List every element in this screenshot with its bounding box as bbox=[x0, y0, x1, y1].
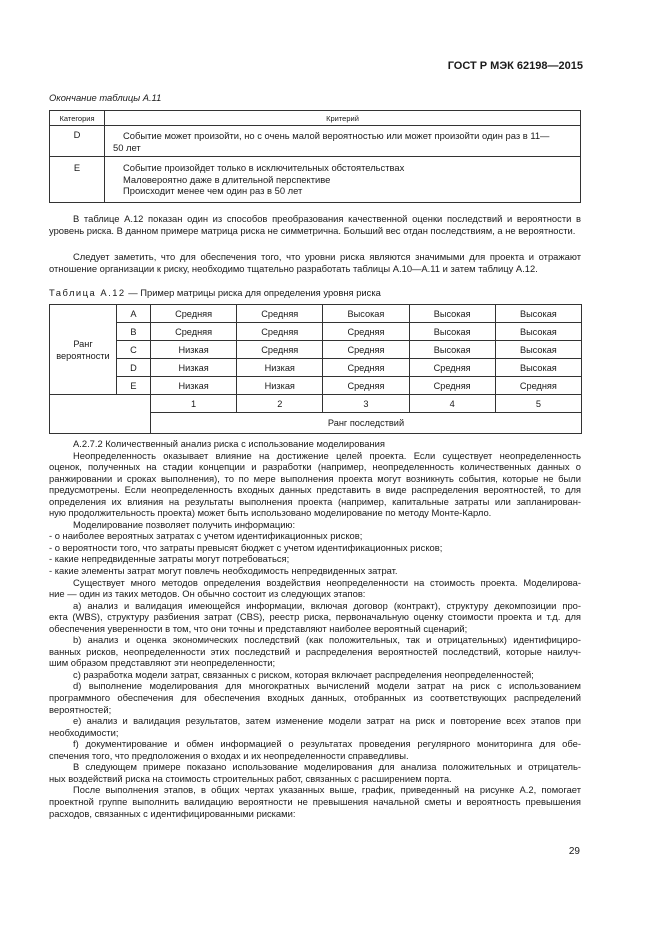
text-line: ную продолжительность проекта) может быть использовано моделирование по методу Монте-Карло. bbox=[49, 507, 492, 519]
criterion-cell bbox=[105, 157, 581, 203]
table-a12-caption-prefix: Таблица А.12 bbox=[49, 287, 126, 298]
criterion-line: Маловероятно даже в длительной перспективе bbox=[123, 173, 331, 185]
text-line: После выполнения этапов, в общих чертах указанных выше, график, приведенный на рисунке А.2, помогает bbox=[73, 784, 581, 796]
risk-cell: Средняя bbox=[151, 305, 237, 323]
table-a12-caption-title: — Пример матрицы риска для определения уровня риска bbox=[125, 287, 381, 298]
text-line: Моделирование позволяет получить информацию: bbox=[73, 518, 296, 530]
table-a12 bbox=[49, 304, 582, 434]
empty-corner-cell bbox=[50, 395, 151, 434]
text-line: обеспечения уверенности в том, что они точны и представляют наиболее вероятный сценарий; bbox=[49, 622, 468, 634]
risk-cell: Высокая bbox=[323, 305, 409, 323]
criterion-line: 50 лет bbox=[113, 141, 141, 153]
text-line: ных воздействий риска на стоимость строительных работ, связанных с расширением порта. bbox=[49, 772, 452, 784]
text-line: программного обеспечения для обеспечения входных данных, отобранных из соответствующих распределений bbox=[49, 692, 581, 704]
risk-cell: Низкая bbox=[151, 377, 237, 395]
category-cell: D bbox=[50, 126, 105, 157]
text-line: e) анализ и валидация результатов, затем изменение модели затрат на риск и повторение всех этапов при bbox=[73, 715, 581, 727]
risk-cell: Высокая bbox=[409, 305, 495, 323]
table-a11 bbox=[49, 110, 581, 203]
consequence-rank-number: 4 bbox=[409, 395, 495, 413]
table-row bbox=[50, 341, 582, 359]
consequence-rank-number: 2 bbox=[237, 395, 323, 413]
row-header-line: вероятности bbox=[56, 350, 110, 361]
table-row bbox=[50, 157, 581, 203]
text-line: ние — один из таких методов. Он обычно состоит из следующих этапов: bbox=[49, 588, 366, 600]
text-line: вероятностей; bbox=[49, 703, 112, 715]
risk-cell: Высокая bbox=[495, 341, 581, 359]
paragraph: Следует заметить, что для обеспечения того, что уровни риска являются значимыми для проекта и отражают отношение организации к риску, необходимо тщательно разработать таблицы А.10—А.11 и затем таблицу А.12. bbox=[49, 251, 581, 274]
text-line: - о наиболее вероятных затратах с учетом идентификационных рисков; bbox=[49, 530, 363, 542]
text-line: ванных рисков, неопределенности этих последствий и распределения вероятностей последствий, которые наилуч- bbox=[49, 645, 581, 657]
table-row bbox=[50, 323, 582, 341]
rank-letter: D bbox=[117, 359, 151, 377]
rank-letter: B bbox=[117, 323, 151, 341]
risk-cell: Средняя bbox=[409, 359, 495, 377]
text-line: ранжировании и сроках выполнения), то по мере выполнения проекта могут возникнуть события, которые не были bbox=[49, 472, 581, 484]
text-line: спечения того, что предположения о входах и их неопределенности справедливы. bbox=[49, 749, 409, 761]
table-row bbox=[50, 377, 582, 395]
risk-cell: Высокая bbox=[409, 323, 495, 341]
consequence-rank-number: 3 bbox=[323, 395, 409, 413]
probability-rank-header bbox=[50, 305, 117, 395]
table-row bbox=[50, 395, 582, 413]
risk-cell: Средняя bbox=[237, 341, 323, 359]
standard-code: ГОСТ Р МЭК 62198—2015 bbox=[447, 60, 583, 72]
risk-cell: Высокая bbox=[409, 341, 495, 359]
risk-cell: Низкая bbox=[151, 359, 237, 377]
risk-cell: Низкая bbox=[151, 341, 237, 359]
criterion-line: Происходит менее чем один раз в 50 лет bbox=[123, 185, 303, 196]
risk-cell: Средняя bbox=[323, 377, 409, 395]
text-line: шим образом представляют эти неопределенности; bbox=[49, 657, 276, 669]
risk-cell: Средняя bbox=[237, 323, 323, 341]
table-row bbox=[50, 359, 582, 377]
text-line: f) документирование и обмен информацией о результатах проведения регулярного мониторинга для обе- bbox=[73, 738, 581, 750]
consequence-rank-number: 5 bbox=[495, 395, 581, 413]
paragraph: В таблице А.12 показан один из способов преобразования качественной оценки последствий и вероятности в уровень риска. В данном примере матрица риска не симметрична. Больший вес отдан последствиям, а не вероятности. bbox=[49, 213, 581, 236]
text-line: А.2.7.2 Количественный анализ риска с использование моделирования bbox=[73, 438, 385, 449]
risk-cell: Средняя bbox=[323, 341, 409, 359]
risk-cell: Средняя bbox=[237, 305, 323, 323]
table-a11-caption: Окончание таблицы А.11 bbox=[49, 92, 162, 103]
criterion-cell bbox=[105, 126, 581, 157]
table-a12-caption bbox=[49, 287, 381, 298]
category-cell: E bbox=[50, 157, 105, 203]
criterion-line: Событие может произойти, но с очень малой вероятностью или может произойти один раз в 11— bbox=[123, 130, 550, 141]
text-line: Существует много методов определения воздействия неопределенности на стоимость проекта. Моделирова- bbox=[73, 576, 581, 588]
table-row bbox=[50, 126, 581, 157]
risk-cell: Высокая bbox=[495, 359, 581, 377]
text-line: c) разработка модели затрат, связанных с риском, которая включает распределения неопределенностей; bbox=[73, 668, 534, 680]
column-header: Критерий bbox=[105, 111, 581, 126]
text-line: а) анализ и валидация имеющейся информации, включая договор (контракт), структуру декомпозиции про- bbox=[73, 599, 581, 611]
rank-letter: C bbox=[117, 341, 151, 359]
criterion-line: Событие произойдет только в исключительных обстоятельствах bbox=[123, 162, 405, 173]
text-line: Неопределенность оказывает влияние на достижение целей проекта. Если существует неопределенность bbox=[73, 449, 581, 461]
risk-cell: Средняя bbox=[409, 377, 495, 395]
risk-cell: Средняя bbox=[323, 359, 409, 377]
risk-cell: Низкая bbox=[237, 359, 323, 377]
consequence-rank-number: 1 bbox=[151, 395, 237, 413]
risk-cell: Средняя bbox=[323, 323, 409, 341]
text-line: - какие элементы затрат могут повлечь необходимость непредвиденных затрат. bbox=[49, 565, 398, 577]
text-line: - о вероятности того, что затраты превысят бюджет с учетом идентификационных рисков; bbox=[49, 541, 443, 553]
text-line: екта (WBS), структуру разбиения затрат (CBS), реестр риска, первоначальную оценку стоимости проекта и т.д. для bbox=[49, 611, 581, 623]
text-line: b) анализ и оценка экономических последствий (как положительных, так и отрицательных) идентифициро- bbox=[73, 634, 581, 646]
text-line: В следующем примере показано использование моделирования для анализа положительных и отрицатель- bbox=[73, 761, 581, 773]
row-header-line: Ранг bbox=[73, 338, 93, 349]
risk-cell: Низкая bbox=[237, 377, 323, 395]
text-line: определения их влияния на результаты выполнения проекта (например, капитальные затраты или запланирован- bbox=[49, 495, 581, 507]
consequence-rank-label: Ранг последствий bbox=[151, 413, 582, 434]
rank-letter: E bbox=[117, 377, 151, 395]
risk-cell: Средняя bbox=[151, 323, 237, 341]
text-line: предусмотрены. Если неопределенность входных данных представить в виде распределения вероятностей, то для bbox=[49, 484, 581, 496]
text-line: оценок, полученных на стадии концепции и разработки (например, неопределенность количественных данных о bbox=[49, 461, 581, 473]
text-line: d) выполнение моделирования для многократных вычислений модели затрат на риск с использованием bbox=[73, 680, 581, 692]
risk-cell: Средняя bbox=[495, 377, 581, 395]
risk-cell: Высокая bbox=[495, 305, 581, 323]
table-row bbox=[50, 305, 582, 323]
text-line: проектной группе выполнить валидацию вероятности не превышения начальной сметы и вероятность превышения bbox=[49, 795, 581, 807]
risk-cell: Высокая bbox=[495, 323, 581, 341]
text-line: расходов, связанных с идентифицированными рисками: bbox=[49, 807, 296, 819]
rank-letter: A bbox=[117, 305, 151, 323]
text-line: необходимости; bbox=[49, 726, 119, 738]
page-number: 29 bbox=[568, 846, 580, 857]
text-line: - какие непредвиденные затраты могут потребоваться; bbox=[49, 553, 290, 565]
column-header: Категория bbox=[50, 111, 105, 126]
body-text bbox=[49, 438, 581, 819]
